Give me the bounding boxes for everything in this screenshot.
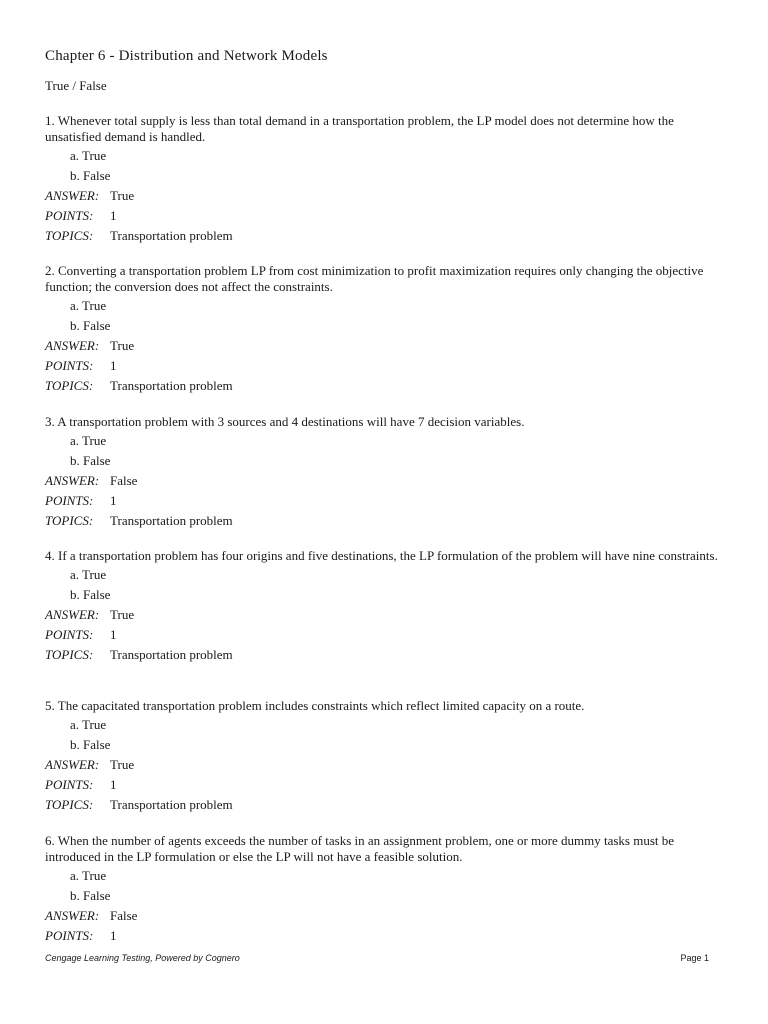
- points-value: 1: [110, 928, 117, 943]
- question-text: 4. If a transportation problem has four origins and five destinations, the LP formulation of the problem will have nine constraints.: [45, 548, 718, 563]
- answer-value: True: [110, 757, 135, 772]
- points-row: [45, 356, 727, 376]
- option-b: b. False: [70, 737, 111, 752]
- option-b: b. False: [70, 888, 111, 903]
- option-a: a. True: [70, 717, 107, 732]
- option-b: b. False: [70, 453, 111, 468]
- topics-label: TOPICS:: [45, 378, 94, 393]
- option-a: a. True: [70, 868, 107, 883]
- points-label: POINTS:: [45, 928, 94, 943]
- option-a: a. True: [70, 298, 107, 313]
- topics-label: TOPICS:: [45, 647, 94, 662]
- page-number: Page 1: [680, 953, 709, 963]
- question-2: [45, 263, 727, 396]
- topics-value: Transportation problem: [110, 378, 233, 393]
- answer-value: True: [110, 188, 135, 203]
- section-heading: True / False: [45, 78, 107, 93]
- topics-row: [45, 645, 727, 665]
- answer-row: [45, 605, 727, 625]
- option-b: b. False: [70, 318, 111, 333]
- points-label: POINTS:: [45, 358, 94, 373]
- points-row: [45, 775, 727, 795]
- answer-row: [45, 906, 727, 926]
- topics-label: TOPICS:: [45, 228, 94, 243]
- answer-value: True: [110, 338, 135, 353]
- points-value: 1: [110, 358, 117, 373]
- chapter-title: Chapter 6 - Distribution and Network Models: [45, 48, 328, 64]
- question-text: 3. A transportation problem with 3 sources and 4 destinations will have 7 decision variables.: [45, 414, 525, 429]
- topics-value: Transportation problem: [110, 647, 233, 662]
- answer-value: True: [110, 607, 135, 622]
- answer-label: ANSWER:: [45, 908, 100, 923]
- answer-row: [45, 336, 727, 356]
- answer-label: ANSWER:: [45, 607, 100, 622]
- points-value: 1: [110, 208, 117, 223]
- topics-value: Transportation problem: [110, 797, 233, 812]
- topics-label: TOPICS:: [45, 513, 94, 528]
- points-value: 1: [110, 627, 117, 642]
- answer-value: False: [110, 473, 138, 488]
- answer-label: ANSWER:: [45, 188, 100, 203]
- footer-publisher: Cengage Learning Testing, Powered by Cognero: [45, 953, 240, 963]
- answer-row: [45, 471, 727, 491]
- points-row: [45, 926, 727, 946]
- topics-row: [45, 226, 727, 246]
- points-label: POINTS:: [45, 777, 94, 792]
- points-label: POINTS:: [45, 493, 94, 508]
- option-a: a. True: [70, 433, 107, 448]
- option-a: a. True: [70, 567, 107, 582]
- option-b: b. False: [70, 587, 111, 602]
- answer-label: ANSWER:: [45, 473, 100, 488]
- answer-value: False: [110, 908, 138, 923]
- topics-row: [45, 376, 727, 396]
- topics-row: [45, 511, 727, 531]
- points-label: POINTS:: [45, 208, 94, 223]
- points-row: [45, 491, 727, 511]
- topics-value: Transportation problem: [110, 228, 233, 243]
- points-label: POINTS:: [45, 627, 94, 642]
- points-row: [45, 206, 727, 226]
- points-value: 1: [110, 777, 117, 792]
- topics-label: TOPICS:: [45, 797, 94, 812]
- answer-label: ANSWER:: [45, 757, 100, 772]
- option-a: a. True: [70, 148, 107, 163]
- question-text: 5. The capacitated transportation problem includes constraints which reflect limited capacity on a route.: [45, 698, 585, 713]
- question-4: [45, 548, 727, 665]
- option-b: b. False: [70, 168, 111, 183]
- question-1: [45, 113, 727, 246]
- question-text: 2. Converting a transportation problem LP from cost minimization to profit maximization requires only changing the objective function; the conversion does not affect the constraints.: [45, 263, 704, 294]
- question-6: [45, 833, 727, 946]
- topics-row: [45, 795, 727, 815]
- points-row: [45, 625, 727, 645]
- answer-row: [45, 755, 727, 775]
- question-5: [45, 698, 727, 815]
- question-text: 1. Whenever total supply is less than total demand in a transportation problem, the LP model does not determine how the unsatisfied demand is handled.: [45, 113, 674, 144]
- answer-row: [45, 186, 727, 206]
- question-text: 6. When the number of agents exceeds the number of tasks in an assignment problem, one or more dummy tasks must be introduced in the LP formulation or else the LP will not have a feasible solution.: [45, 833, 675, 864]
- points-value: 1: [110, 493, 117, 508]
- topics-value: Transportation problem: [110, 513, 233, 528]
- question-3: [45, 414, 727, 531]
- answer-label: ANSWER:: [45, 338, 100, 353]
